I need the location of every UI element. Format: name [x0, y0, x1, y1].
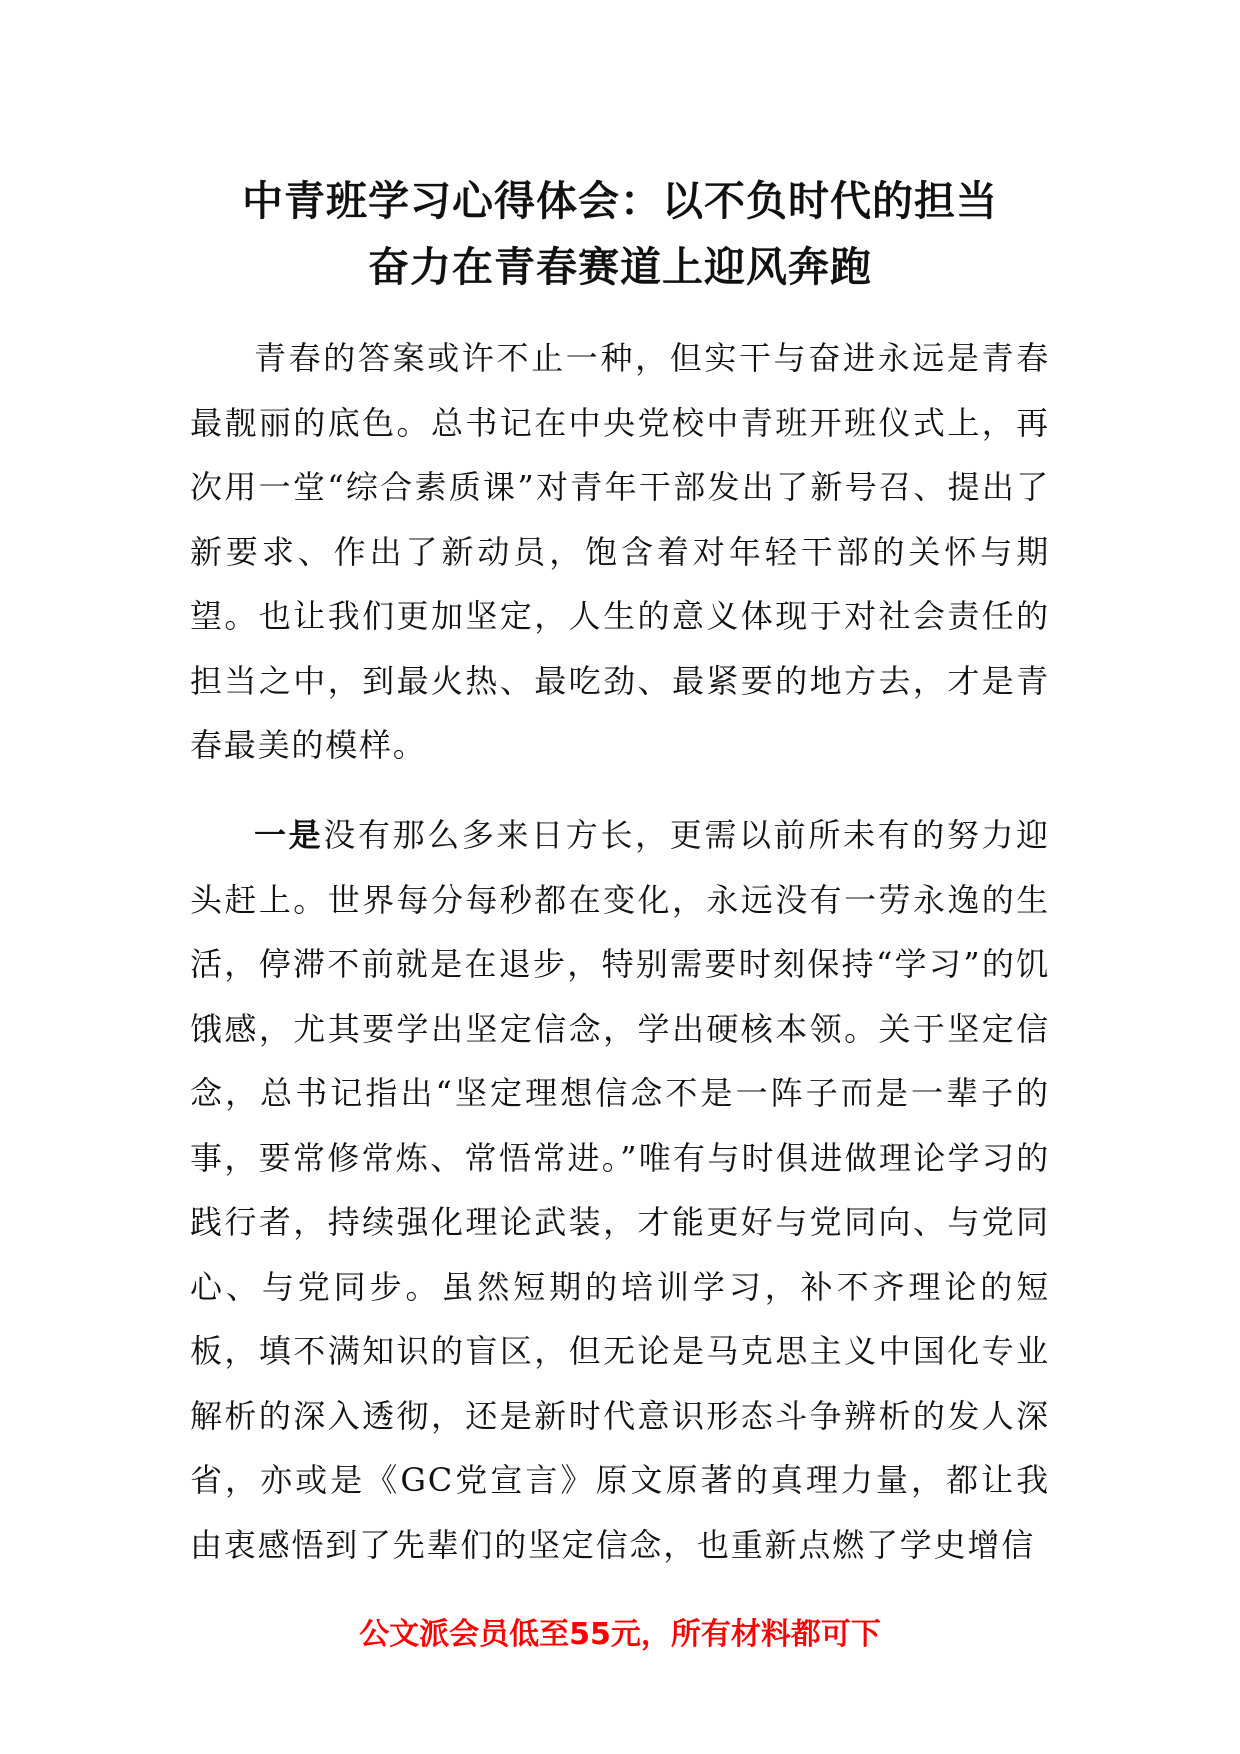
- title-line-1: 中青班学习心得体会：以不负时代的担当: [242, 177, 998, 225]
- paragraph-point-one: [190, 803, 1050, 1577]
- title-line-2: 奋力在青春赛道上迎风奔跑: [368, 243, 872, 291]
- paragraph-intro-text: 青春的答案或许不止一种，但实干与奋进永远是青春最靓丽的底色。总书记在中央党校中青班开班仪式上，再次用一堂“综合素质课”对青年干部发出了新号召、提出了新要求、作出了新动员，饱含着对年轻干部的关怀与期望。也让我们更加坚定，人生的意义体现于对社会责任的担当之中，到最火热、最吃劲、最紧要的地方去，才是青春最美的模样。: [190, 339, 1050, 764]
- footer-promo-text: 公文派会员低至55元，所有材料都可下: [359, 1617, 881, 1652]
- paragraph-lead-label: 一是: [254, 816, 324, 854]
- document-title: [180, 168, 1060, 300]
- paragraph-point-one-text: 没有那么多来日方长，更需以前所未有的努力迎头赶上。世界每分每秒都在变化，永远没有一劳永逸的生活，停滞不前就是在退步，特别需要时刻保持“学习”的饥饿感，尤其要学出坚定信念，学出硬核本领。关于坚定信念，总书记指出“坚定理想信念不是一阵子而是一辈子的事，要常修常炼、常悟常进。”唯有与时俱进做理论学习的践行者，持续强化理论武装，才能更好与党同向、与党同心、与党同步。虽然短期的培训学习，补不齐理论的短板，填不满知识的盲区，但无论是马克思主义中国化专业解析的深入透彻，还是新时代意识形态斗争辨析的发人深省，亦或是《GC党宣言》原文原著的真理力量，都让我由衷感悟到了先辈们的坚定信念，也重新点燃了学史增信: [190, 816, 1050, 1564]
- paragraph-intro: [190, 326, 1050, 778]
